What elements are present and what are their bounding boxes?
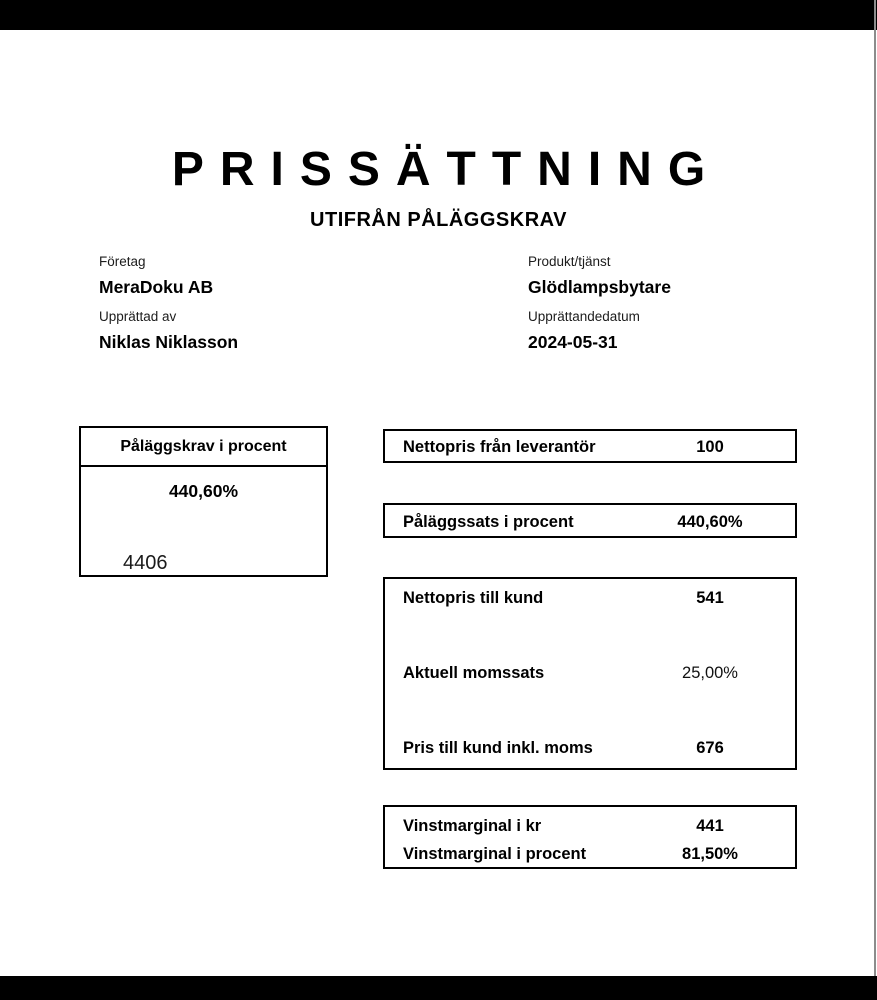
table-row [385, 664, 795, 684]
profit-margin-box [383, 805, 797, 869]
product-label: Produkt/tjänst [528, 254, 611, 269]
markup-requirement-header: Påläggskrav i procent [81, 428, 326, 467]
markup-requirement-box [79, 426, 328, 577]
table-row [385, 513, 795, 533]
table-row [385, 845, 795, 865]
date-value: 2024-05-31 [528, 332, 618, 352]
markup-rate-box [383, 503, 797, 538]
table-row [385, 589, 795, 609]
author-value: Niklas Niklasson [99, 332, 239, 352]
price-incl-vat-label: Pris till kund inkl. moms [403, 739, 593, 757]
table-row [385, 739, 795, 759]
markup-requirement-value: 440,60% [168, 481, 239, 501]
markup-rate-label: Påläggssats i procent [403, 513, 574, 531]
profit-margin-percent-value: 81,50% [682, 845, 738, 863]
vat-rate-value: 25,00% [682, 664, 738, 682]
markup-rate-value: 440,60% [677, 513, 743, 531]
top-scan-bar [0, 0, 877, 30]
table-row [385, 438, 795, 458]
net-price-supplier-value: 100 [696, 438, 724, 456]
customer-price-box [383, 577, 797, 770]
company-value: MeraDoku AB [99, 277, 214, 297]
table-row [385, 817, 795, 837]
net-price-customer-label: Nettopris till kund [403, 589, 544, 607]
price-incl-vat-value: 676 [696, 739, 724, 757]
markup-requirement-footnote: 4406 [123, 552, 168, 574]
page-title: PRISSÄTTNING [171, 143, 722, 196]
profit-margin-percent-label: Vinstmarginal i procent [403, 845, 587, 863]
product-value: Glödlampsbytare [528, 277, 671, 297]
net-price-supplier-box [383, 429, 797, 463]
net-price-supplier-label: Nettopris från leverantör [403, 438, 596, 456]
vat-rate-label: Aktuell momssats [403, 664, 545, 682]
bottom-scan-bar [0, 976, 877, 1000]
author-label: Upprättad av [99, 309, 177, 324]
company-label: Företag [99, 254, 146, 269]
profit-margin-kr-value: 441 [696, 817, 724, 835]
date-label: Upprättandedatum [528, 309, 640, 324]
page-subtitle: UTIFRÅN PÅLÄGGSKRAV [310, 209, 567, 231]
net-price-customer-value: 541 [696, 589, 724, 607]
profit-margin-kr-label: Vinstmarginal i kr [403, 817, 542, 835]
